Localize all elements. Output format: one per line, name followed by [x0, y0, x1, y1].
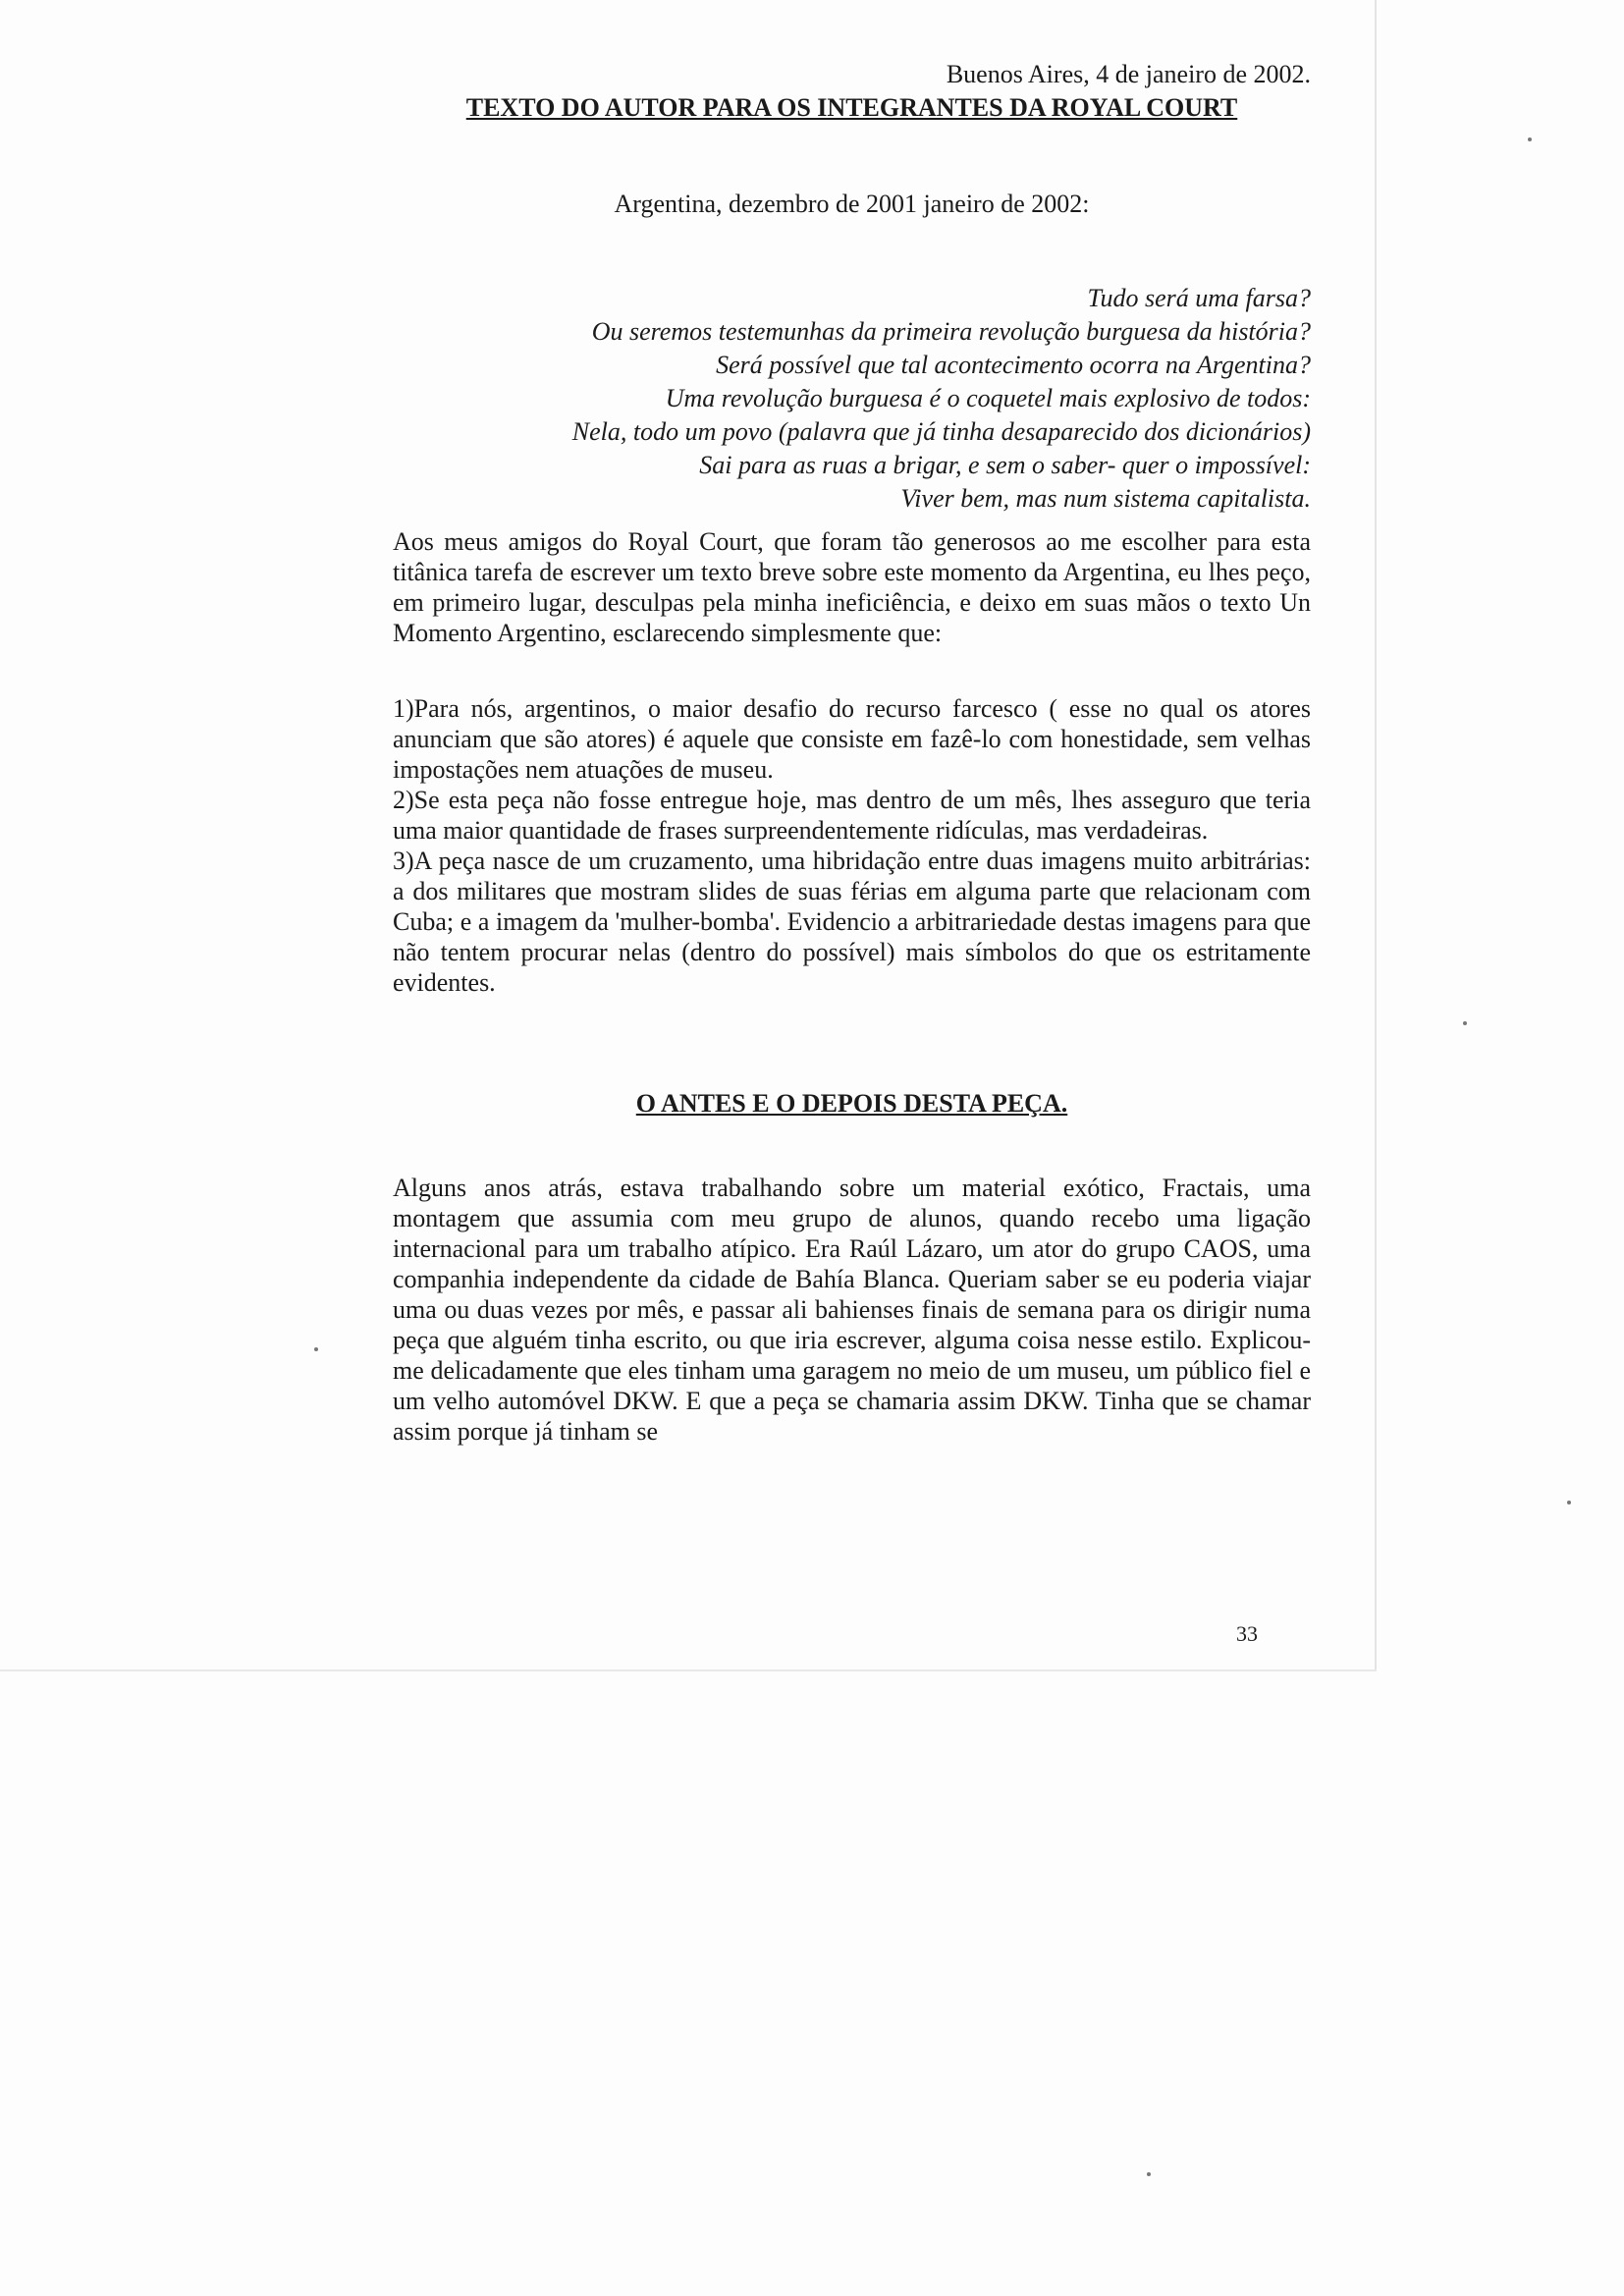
scan-speck [1528, 137, 1532, 141]
scan-speck [1463, 1021, 1467, 1025]
poem-line: Ou seremos testemunhas da primeira revolução burguesa da história? [591, 317, 1311, 346]
scan-speck [1147, 2172, 1151, 2176]
sheet-edge-bottom [0, 1669, 1377, 1671]
poem-line: Será possível que tal acontecimento ocorra na Argentina? [716, 351, 1311, 379]
poem [393, 283, 1311, 517]
section-heading: O ANTES E O DEPOIS DESTA PEÇA. [635, 1089, 1068, 1118]
point-paragraph: 3)A peça nasce de um cruzamento, uma hibridação entre duas imagens muito arbitrárias: a dos militares que mostram slides de suas férias em alguma parte que relacionam com Cuba; e a imagem da 'mulher-bomba'. Evidencio a arbitrariedade destas imagens para que não tentem procurar nelas (dentro do possível) mais símbolos do que os estritamente evidentes. [393, 847, 1311, 997]
poem-line: Nela, todo um povo (palavra que já tinha desaparecido dos dicionários) [571, 417, 1311, 446]
poem-line: Viver bem, mas num sistema capitalista. [900, 484, 1311, 513]
scan-speck [314, 1347, 318, 1351]
point-paragraph: 1)Para nós, argentinos, o maior desafio do recurso farcesco ( esse no qual os atores anunciam que são atores) é aquele que consiste em fazê-lo com honestidade, sem velhas impostações nem atuações de museu. [393, 694, 1311, 784]
intro-paragraph: Aos meus amigos do Royal Court, que foram tão generosos ao me escolher para esta titânica tarefa de escrever um texto breve sobre este momento da Argentina, eu lhes peço, em primeiro lugar, desculpas pela minha ineficiência, e deixo em suas mãos o texto Un Momento Argentino, esclarecendo simplesmente que: [393, 527, 1311, 647]
sheet-edge-right [1375, 0, 1377, 1669]
page-number: 33 [1236, 1621, 1258, 1646]
poem-line: Uma revolução burguesa é o coquetel mais explosivo de todos: [665, 384, 1311, 412]
story-paragraph: Alguns anos atrás, estava trabalhando sobre um material exótico, Fractais, uma montagem que assumia com meu grupo de alunos, quando recebo uma ligação internacional para um trabalho atípico. Era Raúl Lázaro, um ator do grupo CAOS, uma companhia independente da cidade de Bahía Blanca. Queriam saber se eu poderia viajar uma ou duas vezes por mês, e passar ali bahienses finais de semana para os dirigir numa peça que alguém tinha escrito, ou que iria escrever, alguma coisa nesse estilo. Explicou-me delicadamente que eles tinham uma garagem no meio de um museu, um público fiel e um velho automóvel DKW. E que a peça se chamaria assim DKW. Tinha que se chamar assim porque já tinham se [393, 1174, 1311, 1446]
scan-speck [1567, 1501, 1571, 1504]
document-page [393, 59, 1311, 1646]
poem-line: Tudo será uma farsa? [1087, 284, 1311, 312]
period-line: Argentina, dezembro de 2001 janeiro de 2002: [614, 190, 1090, 218]
point-paragraph: 2)Se esta peça não fosse entregue hoje, mas dentro de um mês, lhes asseguro que teria uma maior quantidade de frases surpreendentemente ridículas, mas verdadeiras. [393, 786, 1311, 845]
poem-line: Sai para as ruas a brigar, e sem o saber- quer o impossível: [699, 451, 1311, 479]
date-line: Buenos Aires, 4 de janeiro de 2002. [946, 60, 1311, 88]
page-title: TEXTO DO AUTOR PARA OS INTEGRANTES DA ROYAL COURT [465, 93, 1238, 122]
